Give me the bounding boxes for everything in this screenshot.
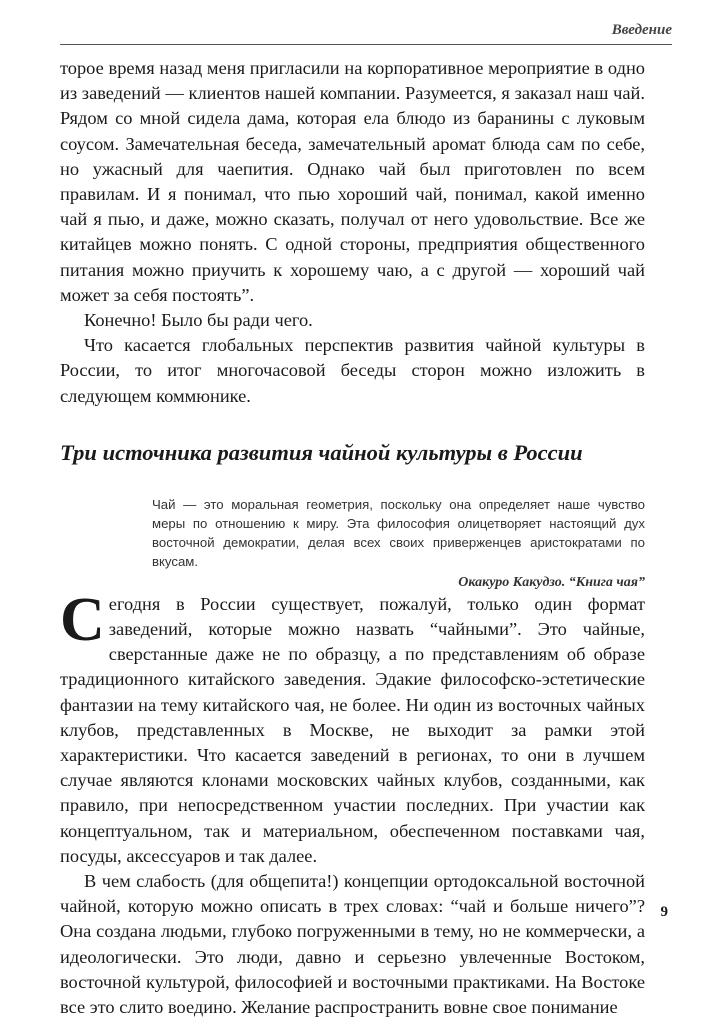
paragraph: В чем слабость (для общепита!) концепции ортодоксальной восточной чайной, которую можно описать в трех словах: “чай и больше ничего”? Она создана людьми, глубоко погруженными в тему, но не коммерчески, а идеологически. Это люди, давно и серьезно увлеченные Востоком, восточной культурой, философией и восточными практиками. На Востоке все это слито воедино. Желание распространить вовне свое понимание	[60, 871, 645, 1018]
epigraph	[152, 495, 645, 592]
paragraph-continued: торое время назад меня пригласили на корпоративное мероприятие в одно из заведений — клиентов нашей компании. Разумеется, я заказал наш чай. Рядом со мной сидела дама, которая ела блюдо из баранины с луковым соусом. Замечательная беседа, замечательный аромат блюда сам по себе, но ужасный для чаепития. Однако чай был приготовлен по всем правилам. И я понимал, что пью хороший чай, понимал, какой именно чай я пью, и даже, можно сказать, получал от него удовольствие. Все же китайцев можно понять. С одной стороны, предприятия общественного питания можно приучить к хорошему чаю, а с другой — хороший чай может за себя постоять”.	[60, 58, 645, 305]
paragraph: Что касается глобальных перспектив развития чайной культуры в России, то итог многочасовой беседы сторон можно изложить в следующем коммюнике.	[60, 335, 645, 406]
running-head: Введение	[611, 22, 672, 38]
drop-cap: С	[60, 585, 105, 654]
page-body	[60, 56, 645, 1020]
paragraph-with-drop-cap	[60, 585, 645, 869]
epigraph-source: Окакуро Какудзо. “Книга чая”	[458, 574, 645, 590]
section-heading: Три источника развития чайной культуры в России	[60, 439, 583, 465]
paragraph: Конечно! Было бы ради чего.	[84, 310, 313, 331]
page-number: 9	[660, 904, 668, 920]
epigraph-text: Чай — это моральная геометрия, поскольку она определяет наше чувство меры по отношению к миру. Эта философия олицетворяет настоящий дух восточной демократии, делая всех своих приверженцев аристократами по вкусам.	[152, 496, 645, 569]
paragraph-text: егодня в России существует, пожалуй, только один формат заведений, которые можно назвать “чайными”. Это чайные, сверстанные даже не по образцу, а по представлениям об образе традиционного китайского заведения. Эдакие философско-эстетические фантазии на тему китайского чая, не более. Ни один из восточных чайных клубов, представленных в Москве, не выходит за рамки этой характеристики. Что касается заведений в регионах, то они в лучшем случае являются клонами московских чайных клубов, созданными, как правило, при непосредственном участии последних. При участии как концептуальном, так и материальном, обеспеченном поставками чая, посуды, аксессуаров и так далее.	[60, 593, 645, 866]
header-rule	[60, 44, 672, 45]
